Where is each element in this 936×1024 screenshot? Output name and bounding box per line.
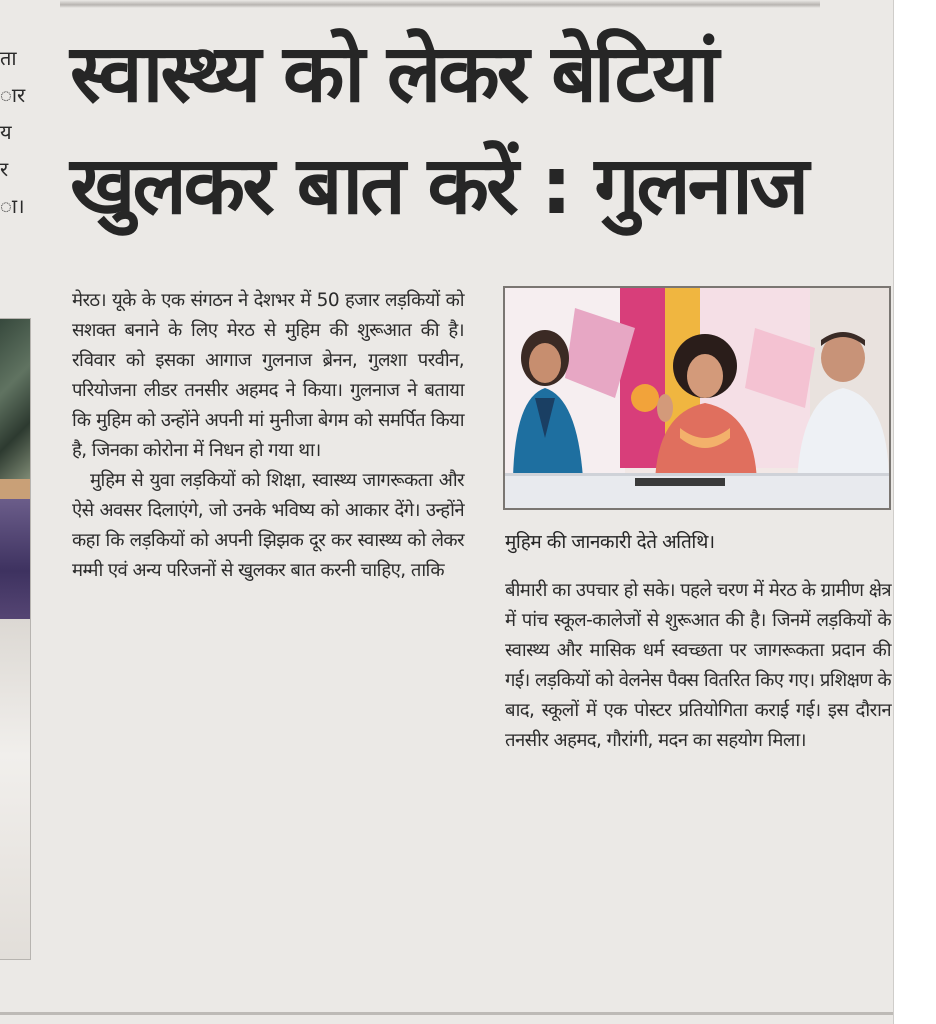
headline xyxy=(70,18,900,242)
fragment-line: ता xyxy=(0,46,17,70)
article-body-left-column xyxy=(72,286,464,586)
right-margin xyxy=(893,0,936,1024)
photo-illustration xyxy=(505,288,889,508)
photo-caption: मुहिम की जानकारी देते अतिथि। xyxy=(505,531,715,553)
body-paragraph-1: मेरठ। यूके के एक संगठन ने देशभर में 50 हजार लड़कियों को सशक्त बनाने के लिए मेरठ से मुहिम की शुरूआत की है। रविवार को इसका आगाज गुलनाज ब्रेनन, गुलशा परवीन, परियोजना लीडर तनसीर अहमद ने किया। गुलनाज ने बताया कि मुहिम को उन्होंने अपनी मां मुनीजा बेगम को समर्पित किया है, जिनका कोरोना में निधन हो गया था। xyxy=(72,290,464,461)
body-paragraph-2: मुहिम से युवा लड़कियों को शिक्षा, स्वास्थ्य जागरूकता और ऐसे अवसर दिलाएंगे, जो उनके भविष्य को आकार देंगे। उन्होंने कहा कि लड़कियों को अपनी झिझक दूर कर स्वास्थ्य को लेकर मम्मी एवं अन्य परिजनों से खुलकर बात करनी चाहिए, ताकि xyxy=(72,470,464,581)
page-bottom-rule xyxy=(0,1012,893,1015)
fragment-line: ा। xyxy=(0,194,25,218)
fragment-line: र xyxy=(0,157,9,181)
adjacent-photo-fragment xyxy=(0,318,31,960)
fragment-line: य xyxy=(0,120,12,144)
headline-line-2: खुलकर बात करें : गुलनाज xyxy=(70,139,807,232)
headline-line-1: स्वास्थ्य को लेकर बेटियां xyxy=(70,27,717,120)
adjacent-column-fragment xyxy=(0,40,34,225)
article-photo xyxy=(503,286,891,510)
article-body-right-column xyxy=(505,576,891,756)
cropped-previous-text xyxy=(60,0,820,8)
fragment-line: ार xyxy=(0,83,26,107)
body-paragraph-3: बीमारी का उपचार हो सके। पहले चरण में मेरठ के ग्रामीण क्षेत्र में पांच स्कूल-कालेजों से शुरूआत की है। जिनमें लड़कियों के स्वास्थ्य और मासिक धर्म स्वच्छता पर जागरूकता प्रदान की गई। लड़कियों को वेलनेस पैक्स वितरित किए गए। प्रशिक्षण के बाद, स्कूलों में एक पोस्टर प्रतियोगिता कराई गई। इस दौरान तनसीर अहमद, गौरांगी, मदन का सहयोग मिला। xyxy=(505,580,891,751)
